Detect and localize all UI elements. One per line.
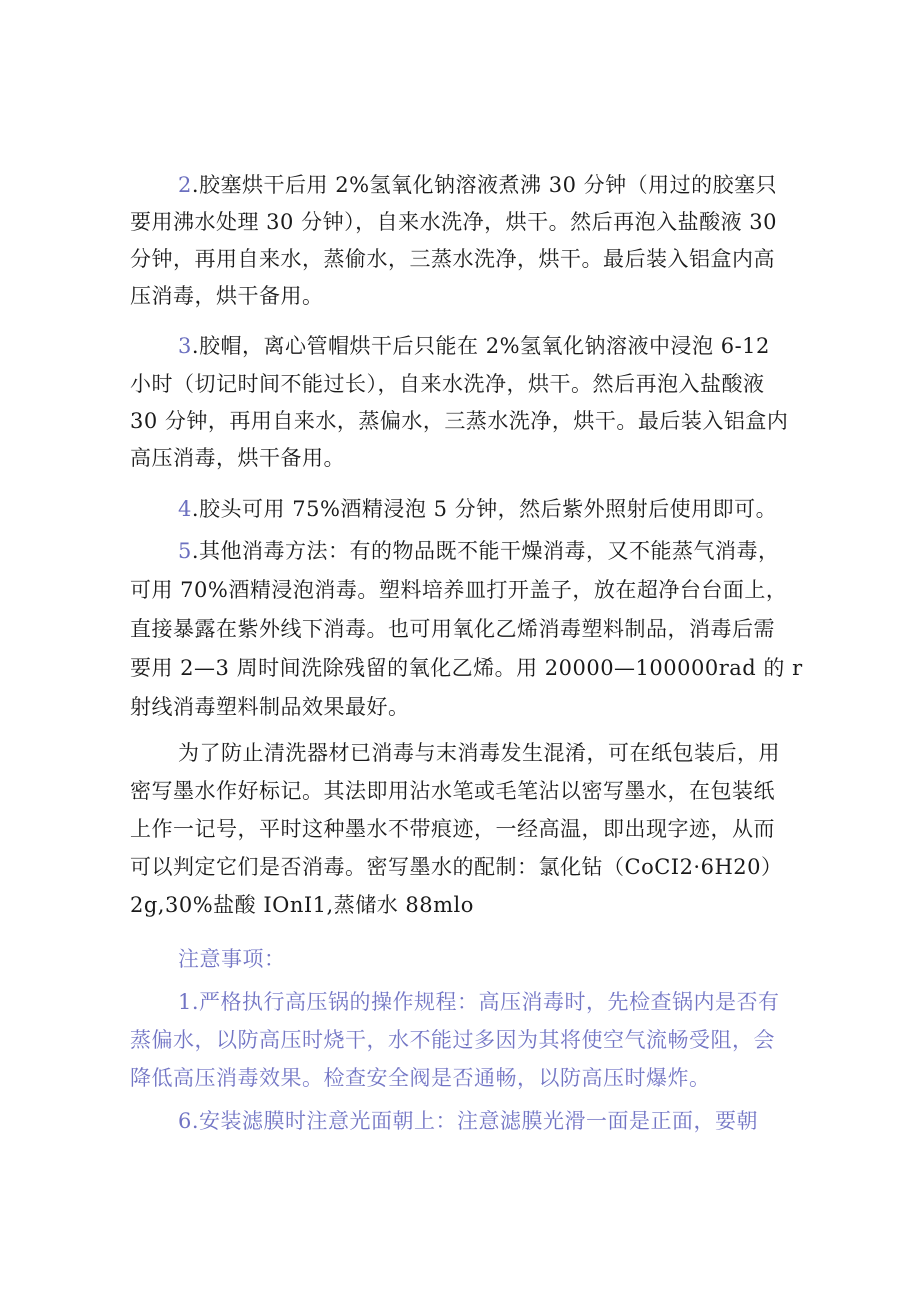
paragraph-5-line-4: 要用 2—3 周时间洗除残留的氧化乙烯。用 20000—100000rad 的 r <box>130 656 803 680</box>
note-6-line-1-text: .安装滤膜时注意光面朝上：注意滤膜光滑一面是正面，要朝 <box>191 1109 759 1133</box>
paragraph-2-line-1 <box>178 170 777 200</box>
paragraph-2-line-1-text: .胶塞烘干后用 2%氢氧化钠溶液煮沸 30 分钟（用过的胶塞只 <box>191 173 778 197</box>
mark-paragraph-line-2: 密写墨水作好标记。其法即用沾水笔或毛笔沾以密写墨水，在包装纸 <box>130 779 775 803</box>
note-1-line-2: 蒸偏水，以防高压时烧干，水不能过多因为其将使空气流畅受阻，会 <box>130 1028 775 1052</box>
paragraph-2-line-2: 要用沸水处理 30 分钟），自来水洗净，烘干。然后再泡入盐酸液 30 <box>130 210 777 234</box>
paragraph-5-line-2: 可用 70%酒精浸泡消毒。塑料培养皿打开盖子，放在超净台台面上， <box>130 578 788 602</box>
paragraph-5-line-1-text: .其他消毒方法：有的物品既不能干燥消毒，又不能蒸气消毒， <box>191 539 780 563</box>
paragraph-2-line-4: 压消毒，烘干备用。 <box>130 284 324 308</box>
mark-paragraph-line-4: 可以判定它们是否消毒。密写墨水的配制：氯化钻（CoCI2·6H20） <box>130 855 783 879</box>
note-6-number: 6 <box>178 1109 192 1133</box>
paragraph-3-line-3: 30 分钟，再用自来水，蒸偏水，三蒸水洗净，烘干。最后装入铝盒内 <box>130 409 789 433</box>
paragraph-3-number: 3 <box>178 334 192 358</box>
paragraph-5-line-3: 直接暴露在紫外线下消毒。也可用氧化乙烯消毒塑料制品，消毒后需 <box>130 617 775 641</box>
paragraph-3-line-4: 高压消毒，烘干备用。 <box>130 446 345 470</box>
mark-paragraph-line-5: 2g,30%盐酸 IOnI1,蒸储水 88mlo <box>130 893 474 917</box>
paragraph-3-line-2: 小时（切记时间不能过长），自来水洗净，烘干。然后再泡入盐酸液 <box>130 372 765 396</box>
paragraph-2-line-3: 分钟，再用自来水，蒸偷水，三蒸水洗净，烘干。最后装入铝盒内高 <box>130 247 775 271</box>
note-1-line-1: 1.严格执行高压锅的操作规程：高压消毒时，先检查锅内是否有 <box>178 990 780 1014</box>
mark-paragraph-line-3: 上作一记号，平时这种墨水不带痕迹，一经高温，即出现字迹，从而 <box>130 817 775 841</box>
paragraph-5-line-1 <box>178 536 780 566</box>
paragraph-5-number: 5 <box>178 539 192 563</box>
paragraph-4-number: 4 <box>178 497 192 521</box>
paragraph-4-line-1 <box>178 494 777 524</box>
paragraph-3-line-1 <box>178 331 770 361</box>
paragraph-4-line-1-text: .胶头可用 75%酒精浸泡 5 分钟，然后紫外照射后使用即可。 <box>191 497 778 521</box>
mark-paragraph-line-1: 为了防止清洗器材已消毒与末消毒发生混淆，可在纸包装后，用 <box>178 741 780 765</box>
paragraph-5-line-5: 射线消毒塑料制品效果最好。 <box>130 695 410 719</box>
note-1-line-3: 降低高压消毒效果。检查安全阀是否通畅，以防高压时爆炸。 <box>130 1066 711 1090</box>
paragraph-2-number: 2 <box>178 173 192 197</box>
note-6-line-1 <box>178 1106 758 1136</box>
paragraph-3-line-1-text: .胶帽，离心管帽烘干后只能在 2%氢氧化钠溶液中浸泡 6-12 <box>191 334 770 358</box>
notes-heading: 注意事项： <box>178 947 286 971</box>
